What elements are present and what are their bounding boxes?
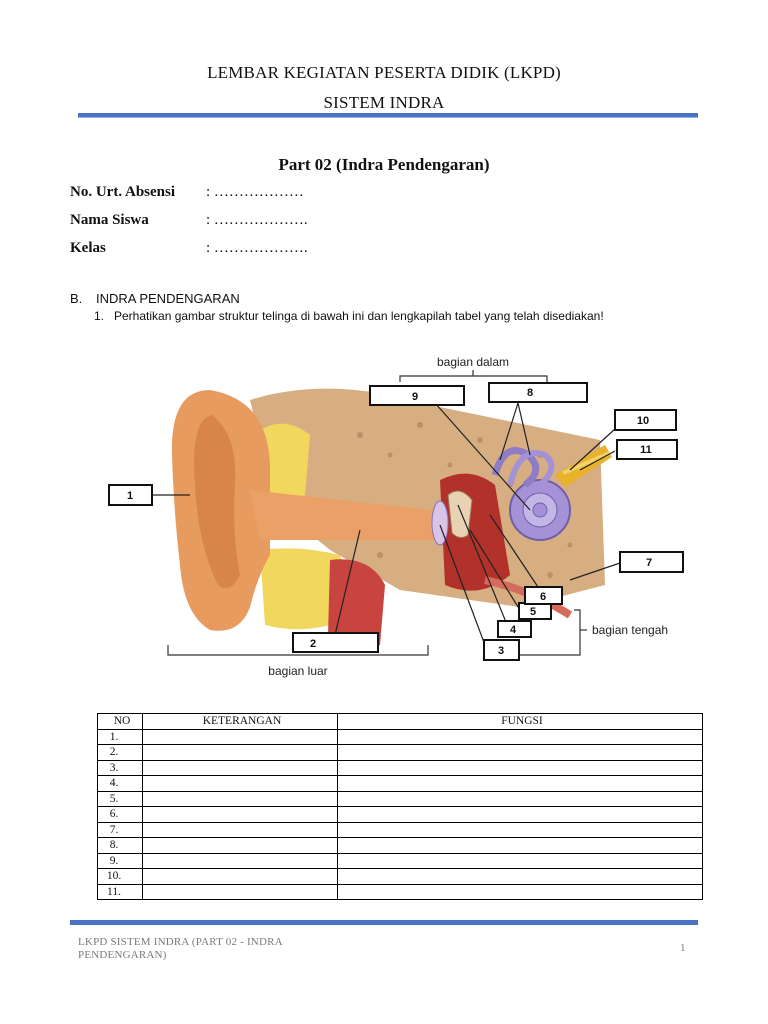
table-row	[98, 729, 703, 745]
fungsi-cell[interactable]	[338, 745, 703, 761]
footer-rule	[70, 920, 698, 925]
section-letter: B.	[70, 291, 83, 306]
fungsi-cell[interactable]	[338, 791, 703, 807]
field-value[interactable]: : ……………….	[206, 240, 308, 256]
box-number-1: 1	[126, 490, 134, 502]
row-number: 6.	[98, 807, 143, 823]
section-heading	[70, 291, 240, 306]
label-bagian-tengah: bagian tengah	[592, 623, 669, 637]
instruction-text: Perhatikan gambar struktur telinga di bawah ini dan lengkapilah tabel yang telah disediakan!	[114, 309, 604, 323]
table-row	[98, 807, 703, 823]
keterangan-cell[interactable]	[143, 760, 338, 776]
fungsi-cell[interactable]	[338, 853, 703, 869]
keterangan-cell[interactable]	[143, 745, 338, 761]
fungsi-cell[interactable]	[338, 729, 703, 745]
box-number-7: 7	[645, 557, 653, 569]
document-subtitle: SISTEM INDRA	[323, 93, 445, 112]
instruction-number: 1.	[94, 309, 105, 323]
fungsi-cell[interactable]	[338, 869, 703, 885]
label-bagian-luar: bagian luar	[268, 664, 328, 678]
section-title: INDRA PENDENGARAN	[96, 291, 240, 306]
field-value[interactable]: : ………………	[206, 184, 304, 200]
table-header-row	[98, 714, 703, 730]
label-box-2[interactable]	[293, 633, 378, 652]
bracket-inner-ear	[400, 376, 547, 382]
keterangan-cell[interactable]	[143, 729, 338, 745]
part-title: Part 02 (Indra Pendengaran)	[278, 155, 490, 174]
column-header-fungsi: FUNGSI	[338, 714, 703, 730]
keterangan-cell[interactable]	[143, 822, 338, 838]
row-number: 3.	[98, 760, 143, 776]
field-label: Kelas	[70, 240, 106, 256]
table-row	[98, 776, 703, 792]
keterangan-cell[interactable]	[143, 776, 338, 792]
box-number-2: 2	[309, 638, 317, 650]
page-number: 1	[680, 942, 686, 954]
fungsi-cell[interactable]	[338, 884, 703, 900]
table-row	[98, 869, 703, 885]
row-number: 11.	[98, 884, 143, 900]
fungsi-cell[interactable]	[338, 822, 703, 838]
row-number: 8.	[98, 838, 143, 854]
row-number: 2.	[98, 745, 143, 761]
keterangan-cell[interactable]	[143, 853, 338, 869]
column-header-keterangan: KETERANGAN	[143, 714, 338, 730]
table-row	[98, 822, 703, 838]
table-row	[98, 838, 703, 854]
row-number: 5.	[98, 791, 143, 807]
fungsi-cell[interactable]	[338, 776, 703, 792]
keterangan-cell[interactable]	[143, 838, 338, 854]
instruction	[94, 309, 604, 323]
footer-text: LKPD SISTEM INDRA (PART 02 - INDRA PENDENGARAN)	[78, 936, 283, 961]
row-number: 9.	[98, 853, 143, 869]
table-row	[98, 760, 703, 776]
keterangan-cell[interactable]	[143, 807, 338, 823]
field-label: No. Urt. Absensi	[70, 184, 176, 200]
box-number-4: 4	[509, 624, 517, 636]
cochlea-core	[533, 503, 547, 517]
ear-anatomy-diagram	[100, 345, 700, 685]
row-number: 1.	[98, 729, 143, 745]
answer-table	[97, 713, 703, 900]
box-number-5: 5	[529, 606, 537, 618]
table-row	[98, 791, 703, 807]
box-number-10: 10	[636, 415, 650, 427]
table-row	[98, 745, 703, 761]
fungsi-cell[interactable]	[338, 807, 703, 823]
row-number: 7.	[98, 822, 143, 838]
row-number: 10.	[98, 869, 143, 885]
fungsi-cell[interactable]	[338, 760, 703, 776]
table-row	[98, 884, 703, 900]
keterangan-cell[interactable]	[143, 884, 338, 900]
document-title: LEMBAR KEGIATAN PESERTA DIDIK (LKPD)	[207, 63, 561, 82]
keterangan-cell[interactable]	[143, 869, 338, 885]
box-number-9: 9	[411, 391, 419, 403]
field-label: Nama Siswa	[70, 212, 149, 228]
box-number-8: 8	[526, 387, 534, 399]
fungsi-cell[interactable]	[338, 838, 703, 854]
row-number: 4.	[98, 776, 143, 792]
header-rule	[78, 113, 698, 118]
label-box-8[interactable]	[489, 383, 587, 402]
table-row	[98, 853, 703, 869]
label-bagian-dalam: bagian dalam	[436, 355, 510, 369]
box-number-6: 6	[539, 591, 547, 603]
box-number-11: 11	[640, 444, 652, 456]
column-header-no: NO	[98, 714, 143, 730]
box-number-3: 3	[497, 645, 505, 657]
keterangan-cell[interactable]	[143, 791, 338, 807]
field-value[interactable]: : ……………….	[206, 212, 308, 228]
